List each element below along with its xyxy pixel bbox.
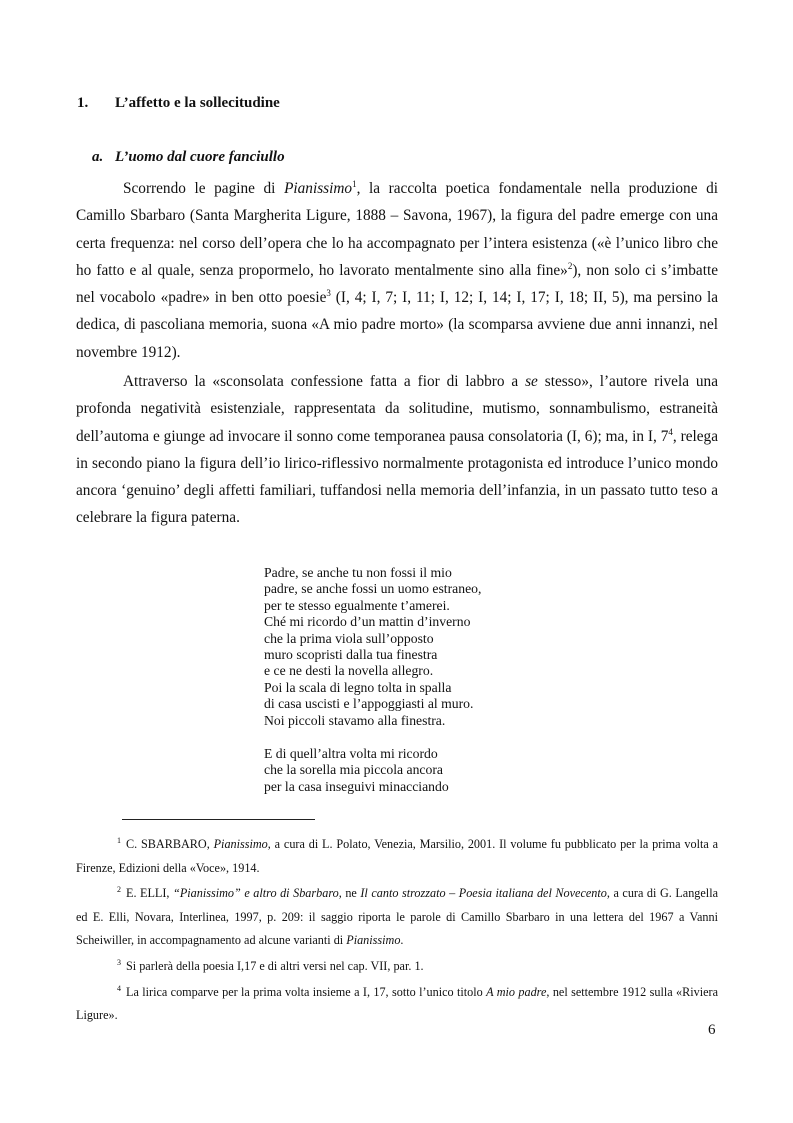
poem-line: Padre, se anche tu non fossi il mio <box>264 565 452 580</box>
footnote-text: , nel settembre 1912 sulla «Riviera Ligure». <box>76 984 718 1023</box>
poem-line: muro scopristi dalla tua finestra <box>264 647 438 663</box>
poem-line: di casa uscisti e l’appoggiasti al muro. <box>264 696 474 712</box>
poem-stanza-2 <box>264 746 481 795</box>
paragraph-2 <box>76 368 718 532</box>
footnote-text: . <box>400 933 404 948</box>
paragraph-text: , la raccolta poetica fondamentale nella produzione di Camillo Sbarbaro (Santa Margherita Ligure, 1888 – Savona, 1967), la figura del padre emerge con una certa frequenza: nel corso dell’opera che lo ha accompagnato per l’intera esistenza («è l’unico libro che ho fatto e al quale, senza propormelo, ho lavorato mentalmente sino alla fine» <box>76 180 718 279</box>
footnote-text: , a cura di G. Langella ed E. Elli, Novara, Interlinea, 1997, p. 209: il saggio riporta le parole di Camillo Sbarbaro in una lettera del 1967 a Vanni Scheiwiller, in accompagnamento ad alcune varianti di <box>76 886 718 948</box>
footnote-4 <box>76 981 718 1028</box>
footnote-mark: 1 <box>117 835 121 845</box>
poem-stanza-1 <box>264 565 481 729</box>
footnote-mark: 4 <box>117 983 121 993</box>
section-label: a. <box>92 149 104 165</box>
footnote-ref-2[interactable]: 2 <box>567 260 573 271</box>
footnote-mark: 2 <box>117 885 121 895</box>
section-heading <box>92 149 285 166</box>
paragraph-text: Scorrendo le pagine di <box>123 180 285 197</box>
footnote-3 <box>76 955 718 979</box>
poem-line: per te stesso egualmente t’amerei. <box>264 597 450 613</box>
paragraph-1 <box>76 175 718 366</box>
paragraph-text: stesso», l’autore rivela una profonda negatività esistenziale, rappresentata da solitudine, mutismo, sonnambulismo, estraneità dell’automa e giunge ad invocare il sonno come temporanea pausa consolatoria (I, 6); ma, in I, 7 <box>76 373 718 445</box>
footnote-ref-3[interactable]: 3 <box>326 288 331 299</box>
footnote-ref-1[interactable]: 1 <box>352 178 357 189</box>
footnote-text: Si parlerà della poesia I,17 e di altri versi nel cap. VII, par. 1. <box>126 958 424 973</box>
poem-line: che la sorella mia piccola ancora <box>264 762 443 778</box>
poem-line: padre, se anche fossi un uomo estraneo, <box>264 581 482 597</box>
footnote-1 <box>76 833 718 880</box>
poem-line: per la casa inseguivi minacciando <box>264 778 449 794</box>
emphasis-text: se <box>525 373 538 390</box>
footnote-text: , a cura di L. Polato, Venezia, Marsilio, 2001. Il volume fu pubblicato per la prima volta a Firenze, Edizioni della «Voce», 1914. <box>76 837 718 875</box>
footnote-italic: Pianissimo <box>213 837 268 851</box>
footnote-mark: 3 <box>117 957 121 967</box>
footnote-italic: “Pianissimo” e altro di Sbarbaro <box>173 886 339 901</box>
paragraph-text: , relega in secondo piano la figura dell’io lirico-riflessivo normalmente protagonista ed introduce l’unico mondo ancora ‘genuino’ degli affetti familiari, tuffandosi nella memoria dell’infanzia, in un passato tutto teso a celebrare la figura paterna. <box>76 427 718 527</box>
poem-quotation <box>264 565 481 795</box>
footnote-text: , ne <box>338 886 361 901</box>
chapter-title: L’affetto e la sollecitudine <box>115 95 280 111</box>
footnote-text: E. ELLI, <box>126 886 174 901</box>
footnote-text: C. SBARBARO, <box>126 837 214 851</box>
chapter-heading <box>77 95 280 112</box>
poem-line: Noi piccoli stavamo alla finestra. <box>264 712 446 728</box>
section-title: L’uomo dal cuore fanciullo <box>115 149 285 165</box>
footnote-italic: Il canto strozzato – Poesia italiana del Novecento <box>360 886 607 901</box>
poem-line: Poi la scala di legno tolta in spalla <box>264 679 452 695</box>
poem-line: e ce ne desti la novella allegro. <box>264 663 434 679</box>
page-number: 6 <box>708 1022 716 1038</box>
paragraph-text: Attraverso la «sconsolata confessione fatta a fior di labbro a <box>123 373 526 390</box>
footnote-ref-4[interactable]: 4 <box>668 426 673 437</box>
paragraph-text: ), non solo ci s’imbatte nel vocabolo «padre» in ben otto poesie <box>76 261 719 307</box>
poem-line: Ché mi ricordo d’un mattin d’inverno <box>264 614 471 630</box>
footnote-separator <box>122 819 315 820</box>
footnote-2 <box>76 882 718 953</box>
footnote-italic: Pianissimo <box>346 933 401 948</box>
footnote-italic: A mio padre <box>486 984 547 999</box>
footnote-text: La lirica comparve per la prima volta insieme a I, 17, sotto l’unico titolo <box>126 984 487 999</box>
chapter-number: 1. <box>77 95 89 111</box>
poem-line: E di quell’altra volta mi ricordo <box>264 746 438 762</box>
footnotes <box>76 833 718 1030</box>
work-title: Pianissimo <box>284 180 353 197</box>
paragraph-text: (I, 4; I, 7; I, 11; I, 12; I, 14; I, 17; I, 18; II, 5), ma persino la dedica, di pascoliana memoria, suona «A mio padre morto» (la scomparsa avviene due anni innanzi, nel novembre 1912). <box>76 289 718 361</box>
poem-line: che la prima viola sull’opposto <box>264 630 434 646</box>
